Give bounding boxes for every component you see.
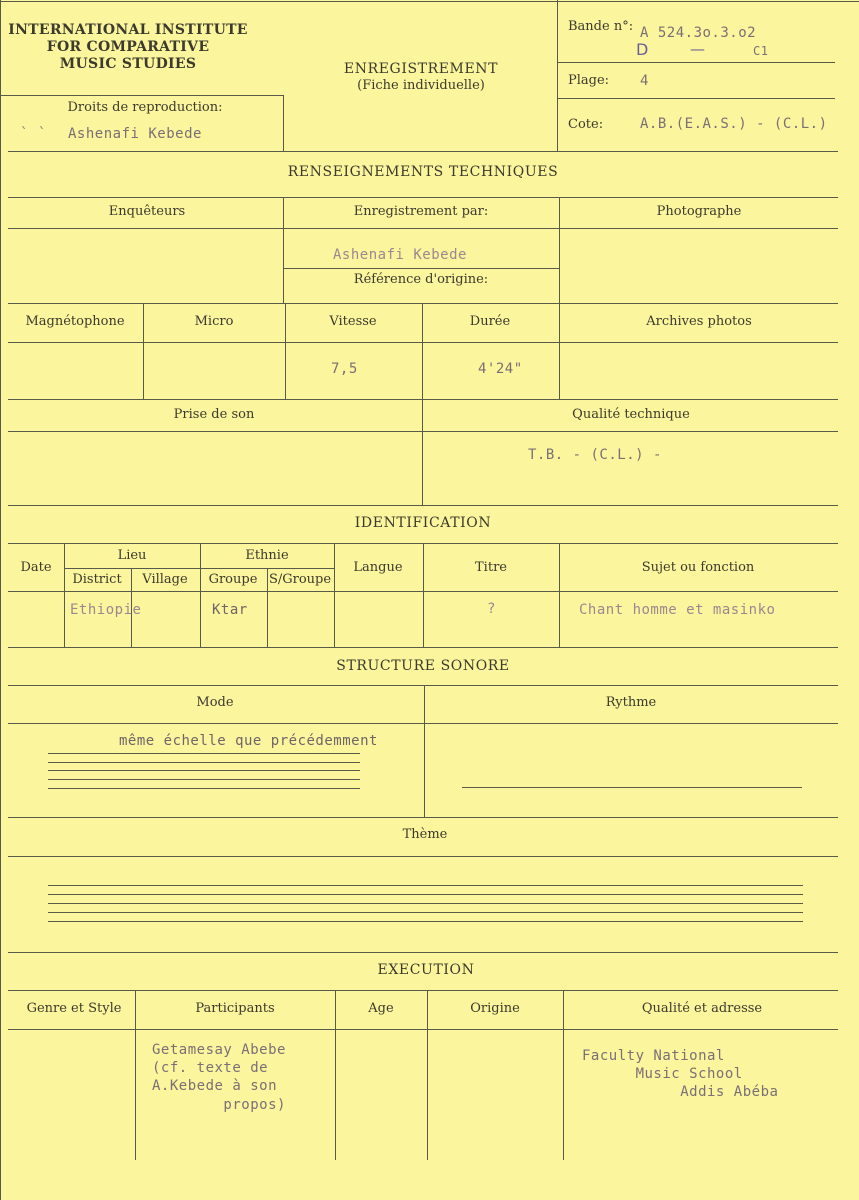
sgroupe-label: S/Groupe (268, 572, 332, 587)
id-col-1 (64, 543, 65, 647)
technical-title-rule (8, 197, 838, 198)
mode-line-3 (48, 770, 360, 771)
rythme-line (462, 787, 802, 788)
mode-line-5 (48, 788, 360, 789)
theme-line-5 (48, 921, 803, 922)
plage-value: 4 (640, 73, 649, 89)
rights-right-rule (283, 95, 284, 151)
exec-col-4 (563, 990, 564, 1160)
date-label: Date (20, 560, 52, 575)
theme-header-rule (8, 856, 838, 857)
tech-col-1 (283, 197, 284, 303)
duree-label: Durée (469, 314, 511, 329)
id-col-3 (200, 543, 201, 647)
form-subtitle: (Fiche individuelle) (357, 78, 485, 93)
theme-line-4 (48, 912, 803, 913)
duree-value: 4'24" (478, 361, 523, 377)
exec-col-1 (135, 990, 136, 1160)
tech-rule-5 (8, 431, 838, 432)
district-label: District (72, 572, 122, 587)
micro-label: Micro (194, 314, 234, 329)
archives-label: Archives photos (646, 314, 752, 329)
structure-section-title: STRUCTURE SONORE (336, 658, 510, 674)
tech-col-b (285, 303, 286, 399)
id-col-6 (423, 543, 424, 647)
exec-col-2 (335, 990, 336, 1160)
photographe-label: Photographe (656, 204, 742, 219)
plage-rule (557, 98, 835, 99)
prise-divider (422, 399, 423, 505)
qualite-technique-label: Qualité technique (572, 407, 690, 422)
tech-rule-3 (8, 342, 838, 343)
technical-bottom-rule (8, 505, 838, 506)
tech-rule-4 (8, 399, 838, 400)
bande-code: C1 (753, 44, 769, 58)
sujet-label: Sujet ou fonction (641, 560, 755, 575)
tech-col-a (143, 303, 144, 399)
tech-col-d (559, 303, 560, 399)
bande-rule (557, 62, 835, 63)
plage-label: Plage: (568, 73, 610, 88)
exec-col-3 (427, 990, 428, 1160)
lieu-ethnie-subrule (64, 568, 334, 569)
identification-section-title: IDENTIFICATION (354, 515, 492, 531)
participants-label: Participants (195, 1001, 275, 1016)
id-header-rule (8, 591, 838, 592)
reference-label: Référence d'origine: (353, 272, 489, 287)
participants-value: Getamesay Abebe (cf. texte de A.Kebede à son propos) (152, 1042, 286, 1113)
structure-title-rule (8, 685, 838, 686)
theme-label: Thème (402, 827, 448, 842)
origine-label: Origine (470, 1001, 520, 1016)
langue-label: Langue (353, 560, 403, 575)
groupe-label: Groupe (208, 572, 258, 587)
header-bottom-rule (8, 151, 838, 152)
form-title: ENREGISTREMENT (343, 61, 499, 77)
cote-label: Cote: (568, 117, 604, 132)
age-label: Age (368, 1001, 394, 1016)
bande-hand-letter: D (636, 40, 649, 59)
ethnie-label: Ethnie (245, 548, 289, 563)
lieu-label: Lieu (117, 548, 147, 563)
cote-value: A.B.(E.A.S.) - (C.L.) (640, 116, 828, 132)
sujet-value: Chant homme et masinko (579, 602, 776, 618)
structure-bottom-rule (8, 817, 838, 818)
id-col-4 (267, 568, 268, 647)
rights-top-rule (0, 95, 283, 96)
vitesse-value: 7,5 (331, 361, 358, 377)
rights-label: Droits de reproduction: (67, 100, 223, 115)
institute-line-1: INTERNATIONAL INSTITUTE (8, 22, 248, 38)
qualite-adresse-label: Qualité et adresse (641, 1001, 763, 1016)
rythme-label: Rythme (605, 695, 657, 710)
execution-section-title: EXECUTION (377, 962, 475, 978)
enregistrement-label: Enregistrement par: (353, 204, 489, 219)
prise-label: Prise de son (173, 407, 255, 422)
bande-dash: — (690, 40, 705, 58)
bande-label: Bande n°: (568, 19, 634, 34)
mode-line-1 (48, 753, 360, 754)
id-col-7 (559, 543, 560, 647)
tech-col-2 (559, 197, 560, 303)
mode-line-2 (48, 762, 360, 763)
id-col-5 (334, 543, 335, 647)
execution-header-rule (8, 1029, 838, 1030)
bande-value: A 524.3o.3.o2 (640, 25, 757, 41)
institute-line-2: FOR COMPARATIVE (46, 39, 210, 55)
tech-header-rule (8, 228, 838, 229)
genre-label: Genre et Style (26, 1001, 122, 1016)
theme-bottom-rule (8, 952, 838, 953)
tech-col-c (422, 303, 423, 399)
top-border (0, 1, 859, 2)
left-border (0, 0, 1, 1200)
header-right-divider (557, 0, 558, 151)
mode-label: Mode (196, 695, 234, 710)
institute-line-3: MUSIC STUDIES (59, 56, 197, 72)
identification-bottom-rule (8, 647, 838, 648)
qualite-adresse-value: Faculty National Music School Addis Abéba (582, 1048, 779, 1101)
village-label: Village (142, 572, 188, 587)
enqueteurs-label: Enquêteurs (108, 204, 186, 219)
district-value: Ethiopie (70, 602, 142, 618)
technical-section-title: RENSEIGNEMENTS TECHNIQUES (287, 164, 559, 180)
vitesse-label: Vitesse (329, 314, 377, 329)
mode-value: même échelle que précédemment (119, 733, 378, 749)
theme-line-2 (48, 894, 803, 895)
theme-line-3 (48, 903, 803, 904)
tech-rule-2 (8, 303, 838, 304)
titre-value: ? (487, 601, 496, 617)
qualite-technique-value: T.B. - (C.L.) - (528, 447, 662, 463)
enregistrement-value: Ashenafi Kebede (333, 247, 467, 263)
execution-title-rule (8, 990, 838, 991)
mode-line-4 (48, 779, 360, 780)
magnetophone-label: Magnétophone (25, 314, 125, 329)
rights-value: Ashenafi Kebede (68, 126, 202, 142)
titre-label: Titre (475, 560, 507, 575)
groupe-value: Ktar (212, 602, 248, 618)
rights-marks: ` ` (20, 126, 47, 142)
reference-rule (283, 268, 559, 269)
structure-header-rule (8, 723, 838, 724)
theme-line-1 (48, 885, 803, 886)
mode-rythme-divider (424, 685, 425, 817)
